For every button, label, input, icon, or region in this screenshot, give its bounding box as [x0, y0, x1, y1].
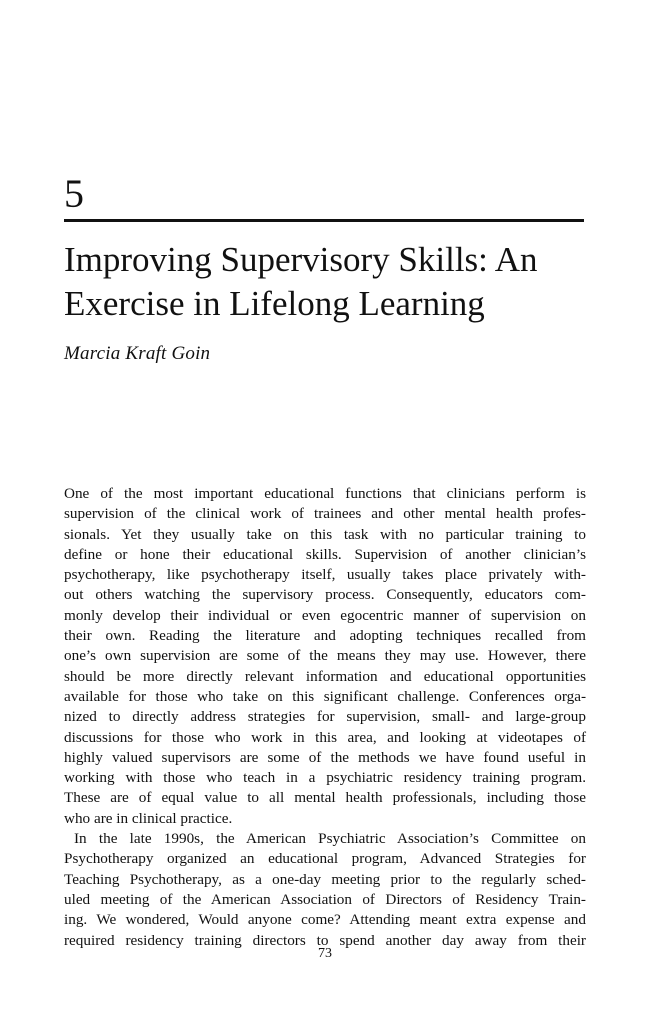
chapter-title [64, 238, 604, 326]
text-line: who are in clinical practice. [64, 809, 233, 827]
text-line: supervision of the clinical work of trainees and other mental health profes- [64, 505, 586, 523]
text-line: Psychotherapy organized an educational program, Advanced Strategies for [64, 850, 586, 868]
text-line: required residency training directors to spend another day away from their [64, 931, 586, 949]
text-line: ing. We wondered, Would anyone come? Attending meant extra expense and [64, 911, 586, 929]
text-line: working with those who teach in a psychiatric residency training program. [64, 769, 586, 787]
text-line: These are of equal value to all mental health professionals, including those [64, 789, 586, 807]
text-line: sionals. Yet they usually take on this task with no particular training to [64, 525, 586, 543]
text-line: psychotherapy, like psychotherapy itself, usually takes place privately with- [64, 566, 586, 584]
text-line: Teaching Psychotherapy, as a one-day meeting prior to the regularly sched- [64, 870, 586, 888]
body-text [64, 484, 586, 951]
chapter-title-line: Improving Supervisory Skills: An [64, 240, 538, 279]
text-line: their own. Reading the literature and adopting techniques recalled from [64, 627, 586, 645]
text-line: uled meeting of the American Association of Directors of Residency Train- [64, 890, 586, 908]
chapter-number: 5 [64, 171, 84, 216]
text-line: nized to directly address strategies for supervision, small- and large-group [64, 708, 586, 726]
text-line: monly develop their individual or even egocentric manner of supervision on [64, 606, 586, 624]
page-number: 73 [318, 946, 332, 961]
text-line: should be more directly relevant information and educational opportunities [64, 667, 586, 685]
text-line: one’s own supervision are some of the means they may use. However, there [64, 647, 586, 665]
paragraph-2 [64, 829, 586, 951]
chapter-author: Marcia Kraft Goin [64, 343, 211, 364]
text-line: available for those who take on this significant challenge. Conferences orga- [64, 687, 586, 705]
chapter-rule [64, 219, 584, 222]
text-line: One of the most important educational functions that clinicians perform is [64, 485, 586, 502]
text-line: highly valued supervisors are some of the methods we have found useful in [64, 748, 586, 766]
paragraph-1 [64, 484, 586, 829]
text-line: In the late 1990s, the American Psychiatric Association’s Committee on [74, 830, 586, 848]
chapter-title-line: Exercise in Lifelong Learning [64, 284, 485, 323]
text-line: out others watching the supervisory process. Consequently, educators com- [64, 586, 586, 604]
text-line: discussions for those who work in this area, and looking at videotapes of [64, 728, 586, 746]
text-line: define or hone their educational skills. Supervision of another clinician’s [64, 545, 586, 563]
